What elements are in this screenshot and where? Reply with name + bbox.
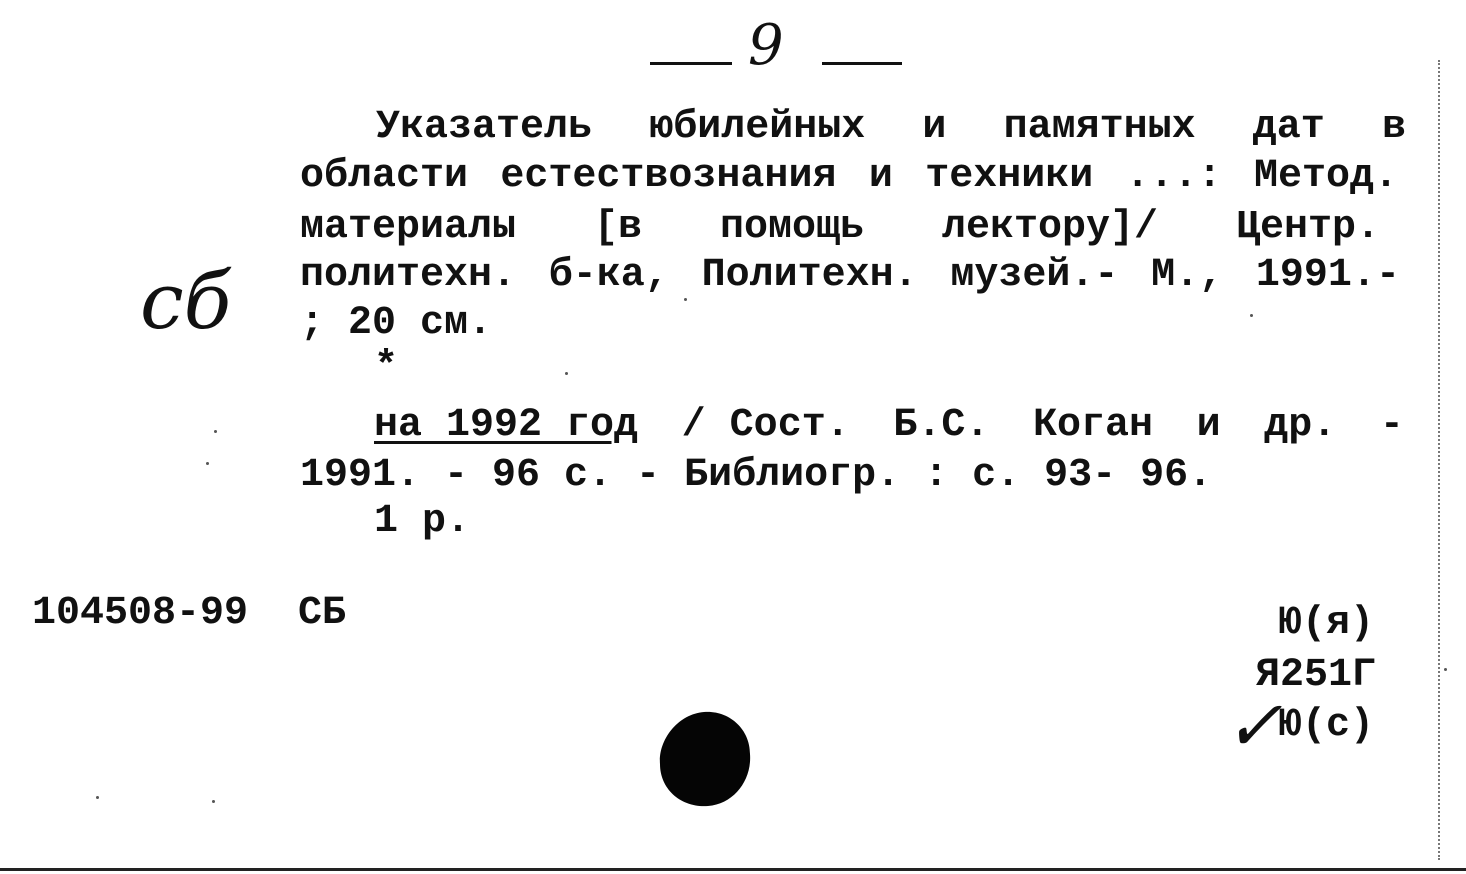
speck <box>565 372 568 375</box>
word: [в <box>594 205 643 250</box>
price: 1 р. <box>374 499 471 544</box>
word: М., <box>1151 253 1224 298</box>
word: б-ка, <box>548 253 669 298</box>
word: Коган <box>1032 403 1153 448</box>
speck <box>1444 668 1447 671</box>
word: - <box>1379 403 1404 448</box>
word: памятных <box>1003 105 1196 150</box>
word: Указатель <box>376 105 593 150</box>
word: / Сост. <box>681 403 850 448</box>
dimensions-line: ; 20 см. <box>300 301 493 346</box>
word: ...: <box>1125 154 1222 199</box>
page-number-left-dash <box>650 62 732 65</box>
word: области <box>300 154 469 199</box>
description-line-2 <box>300 153 1398 201</box>
speck <box>684 298 687 301</box>
description-line-3 <box>300 204 1380 252</box>
word: материалы <box>300 205 517 250</box>
speck <box>206 462 209 465</box>
speck <box>214 430 217 433</box>
handwritten-mark: сб <box>140 257 232 347</box>
word: и <box>922 105 947 150</box>
word: политехн. <box>300 253 517 298</box>
word: лектору]/ <box>941 205 1158 250</box>
card-edge <box>1438 60 1440 860</box>
word: Центр. <box>1235 205 1380 250</box>
accession-number: 104508-99 <box>32 591 249 636</box>
word: в <box>1381 105 1406 150</box>
word: дат <box>1252 105 1325 150</box>
check-mark-icon: ✓ <box>1224 685 1283 767</box>
description-line-1 <box>376 104 1406 152</box>
word: Б.С. <box>893 403 990 448</box>
description-line-4 <box>300 252 1400 300</box>
word: естествознания <box>500 154 837 199</box>
star-mark: * <box>374 345 399 390</box>
punch-hole-icon <box>654 708 758 812</box>
classification-code-2: Я251Г <box>1256 653 1377 698</box>
volume-line-2: 1991. - 96 с. - Библиогр. : с. 93- 96. <box>300 453 1213 498</box>
speck <box>96 796 99 799</box>
collection-code: СБ <box>298 591 347 636</box>
word: техники <box>925 154 1094 199</box>
speck <box>212 800 215 803</box>
volume-line-1 <box>374 402 1404 450</box>
page-number <box>650 13 910 92</box>
word: и <box>868 154 893 199</box>
volume-title: на 1992 год <box>374 403 639 448</box>
word: др. <box>1264 403 1337 448</box>
word: Метод. <box>1253 154 1398 199</box>
word: Политехн. <box>701 253 918 298</box>
word: помощь <box>719 205 864 250</box>
word: 1991.- <box>1255 253 1400 298</box>
card-bottom-edge <box>0 868 1466 871</box>
page-number-text: 9 <box>748 13 784 78</box>
page-number-right-dash <box>822 62 902 65</box>
word: музей.- <box>950 253 1119 298</box>
speck <box>1250 314 1253 317</box>
word: и <box>1196 403 1221 448</box>
word: юбилейных <box>649 105 866 150</box>
classification-code-1: Ю(я) <box>1278 601 1375 646</box>
classification-code-3: Ю(с) <box>1278 703 1375 748</box>
